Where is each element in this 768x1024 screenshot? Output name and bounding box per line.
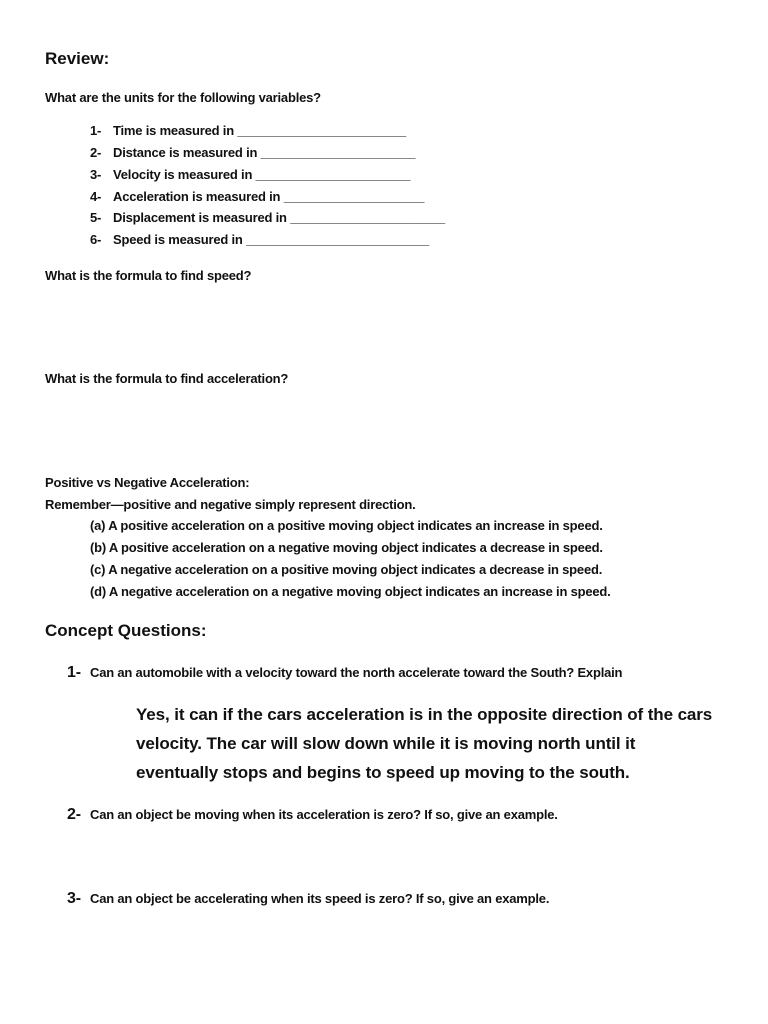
list-item-text: Time is measured in ________________________	[113, 123, 407, 138]
list-item-number: 6-	[90, 232, 102, 247]
list-item	[90, 210, 445, 225]
list-item	[90, 167, 410, 182]
pos-neg-point-d: (d) A negative acceleration on a negative moving object indicates an increase in speed.	[90, 584, 611, 599]
list-item-text: Velocity is measured in ______________________	[113, 167, 411, 182]
concept-heading: Concept Questions:	[45, 621, 207, 640]
acceleration-formula-question: What is the formula to find acceleration?	[45, 371, 289, 386]
list-item-text: Displacement is measured in ______________________	[113, 210, 445, 225]
list-item-number: 1-	[90, 123, 102, 138]
concept-question-number: 1-	[67, 664, 81, 681]
pos-neg-remember: Remember—positive and negative simply represent direction.	[45, 497, 416, 512]
concept-question	[67, 890, 549, 908]
review-heading: Review:	[45, 49, 110, 68]
answer-text: Yes, it can if the cars acceleration is in the opposite direction of the cars velocity. The car will slow down while it is moving north until it eventually stops and begins to speed up moving to the south.	[136, 705, 713, 782]
concept-question-number: 2-	[67, 806, 81, 823]
list-item	[90, 123, 406, 138]
concept-question	[67, 806, 558, 824]
concept-question-text: Can an object be accelerating when its speed is zero? If so, give an example.	[90, 891, 550, 906]
concept-question	[67, 664, 622, 682]
list-item-number: 4-	[90, 189, 102, 204]
list-item-number: 5-	[90, 210, 102, 225]
list-item	[90, 232, 429, 247]
pos-neg-title: Positive vs Negative Acceleration:	[45, 475, 250, 490]
list-item-text: Acceleration is measured in ____________________	[113, 189, 425, 204]
speed-formula-question: What is the formula to find speed?	[45, 268, 252, 283]
pos-neg-point-b: (b) A positive acceleration on a negative moving object indicates a decrease in speed.	[90, 540, 603, 555]
concept-question-number: 3-	[67, 890, 81, 907]
concept-question-text: Can an object be moving when its acceleration is zero? If so, give an example.	[90, 807, 558, 822]
list-item	[90, 145, 415, 160]
pos-neg-point-a: (a) A positive acceleration on a positive moving object indicates an increase in speed.	[90, 518, 603, 533]
list-item-text: Distance is measured in ______________________	[113, 145, 416, 160]
list-item	[90, 189, 424, 204]
list-item-number: 2-	[90, 145, 102, 160]
concept-question-text: Can an automobile with a velocity toward the north accelerate toward the South? Explain	[90, 665, 623, 680]
list-item-text: Speed is measured in __________________________	[113, 232, 429, 247]
pos-neg-point-c: (c) A negative acceleration on a positive moving object indicates a decrease in speed.	[90, 562, 603, 577]
units-question: What are the units for the following variables?	[45, 90, 321, 105]
list-item-number: 3-	[90, 167, 102, 182]
